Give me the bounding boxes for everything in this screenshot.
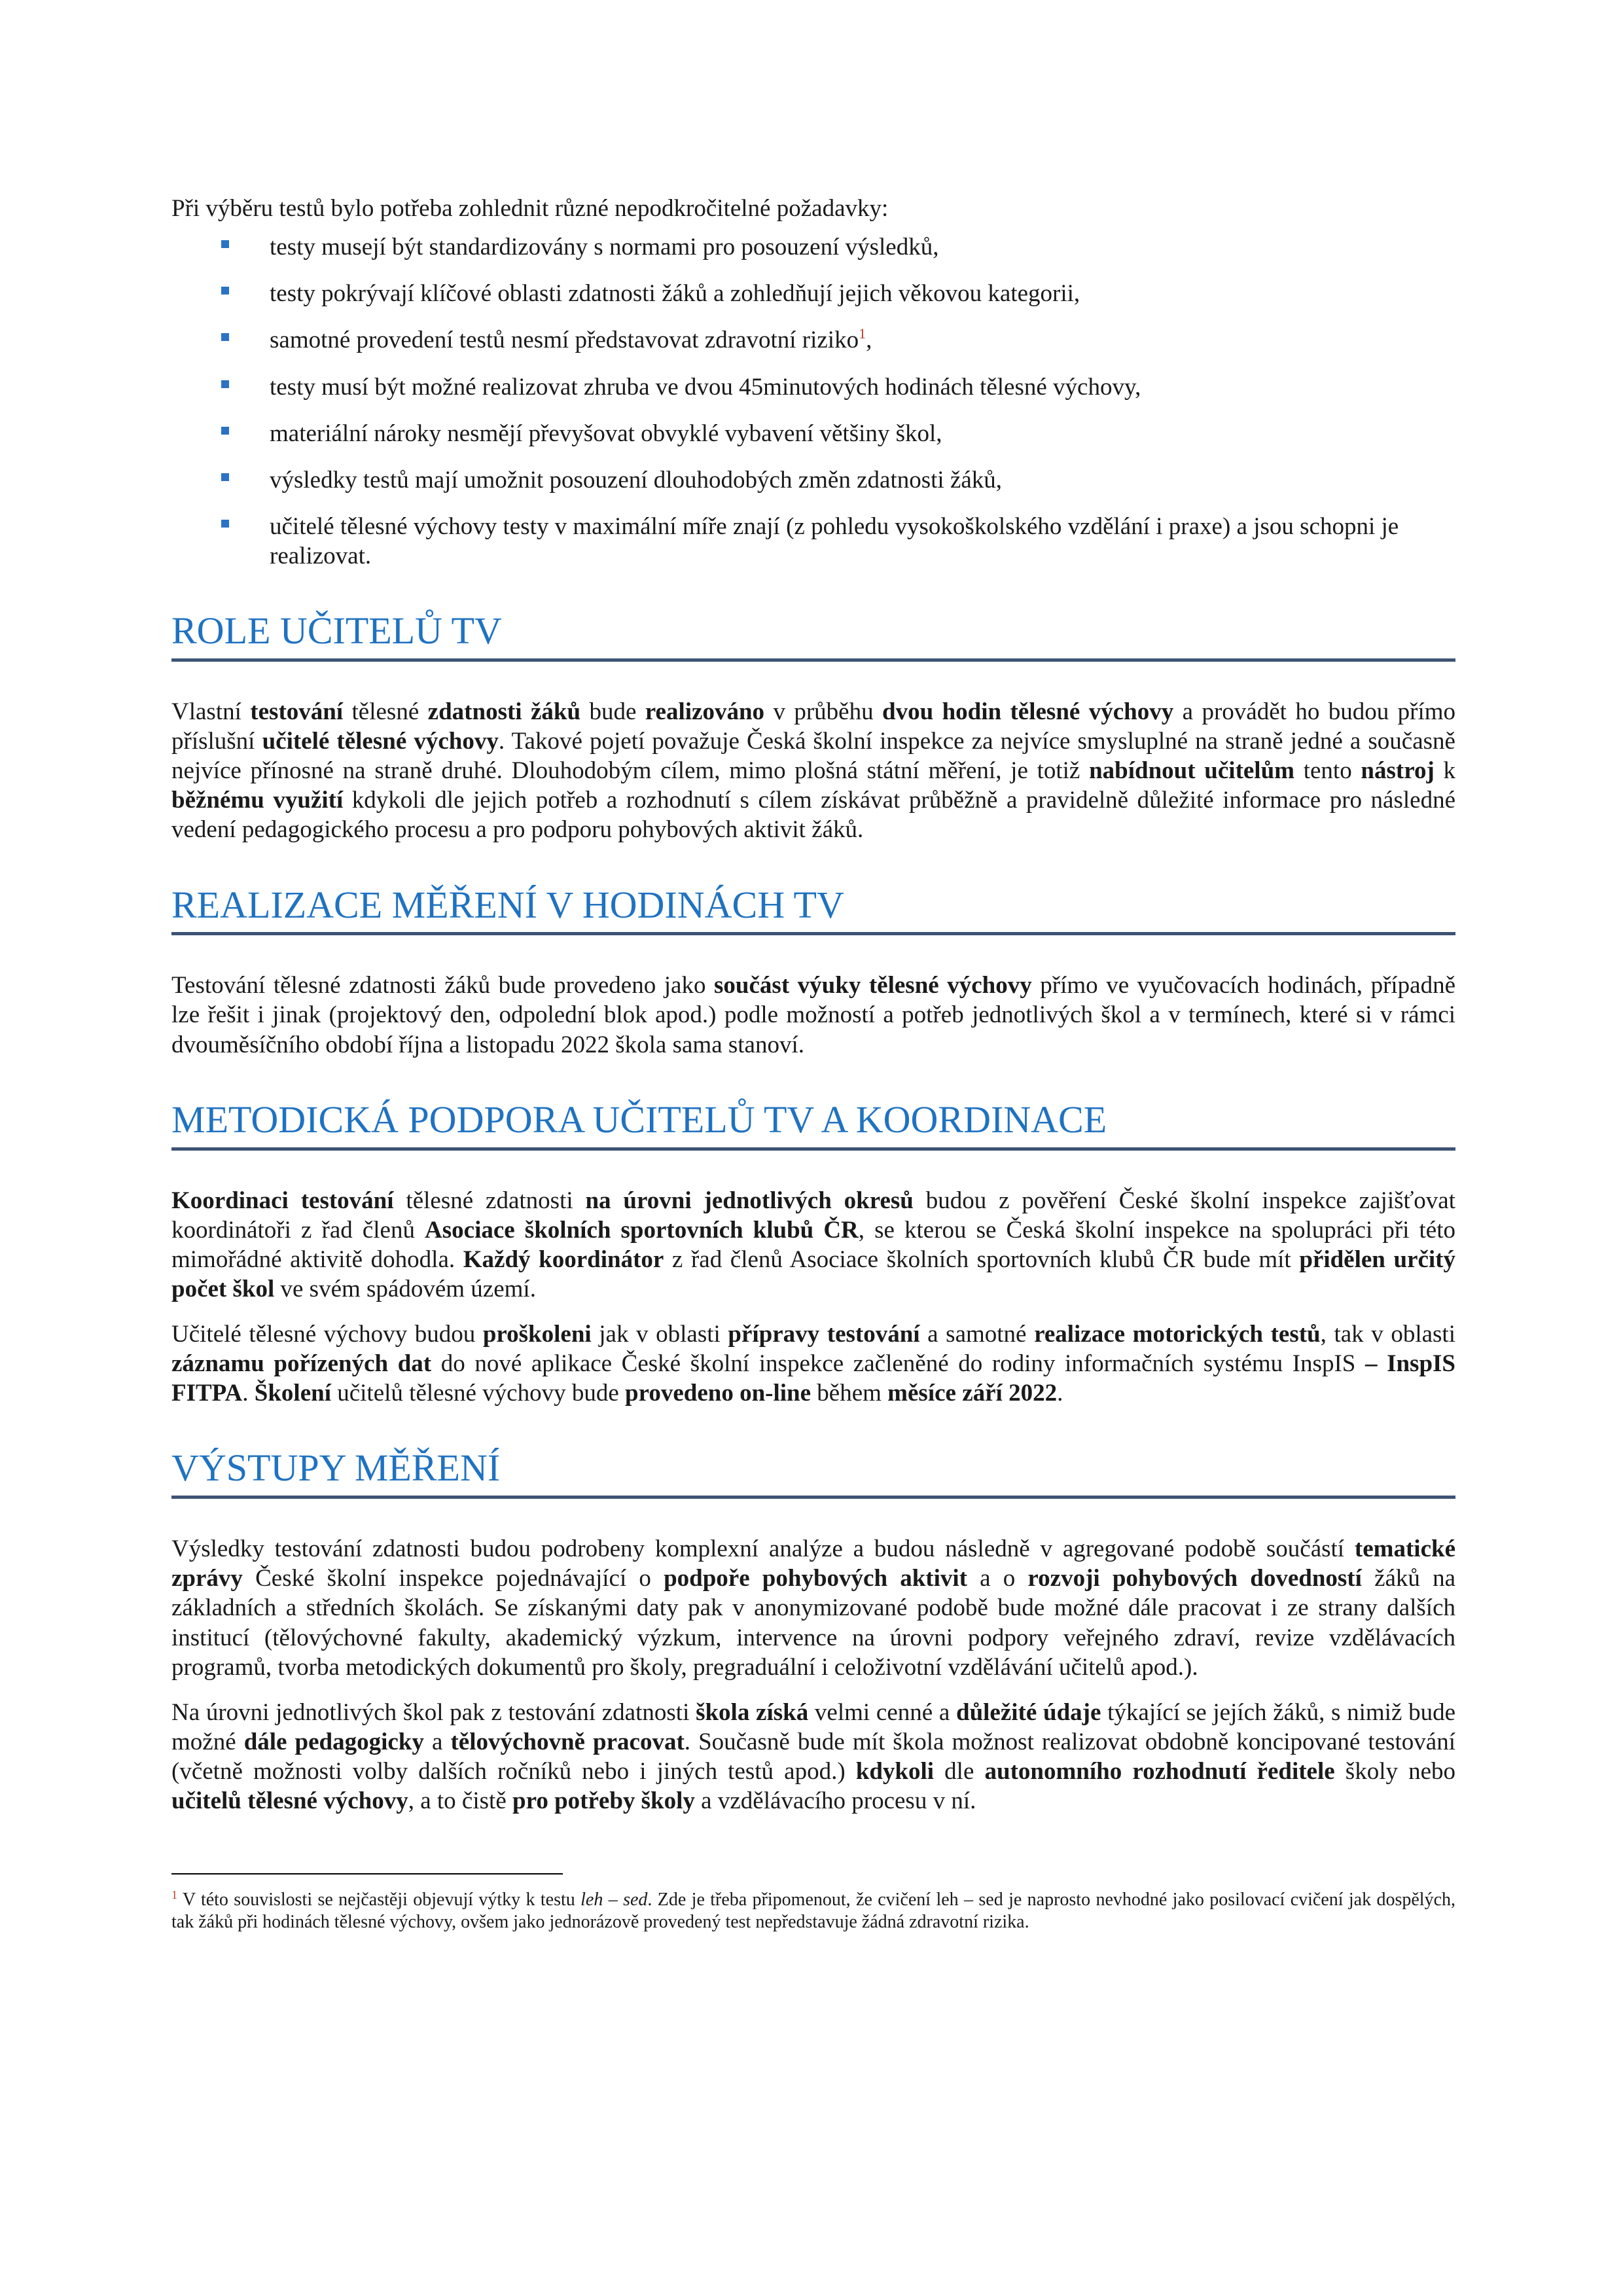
realizace-paragraph: Testování tělesné zdatnosti žáků bude provedeno jako součást výuky tělesné výchovy přímo ve vyučovacích hodinách, případně lze řešit i jinak (projektový den, odpolední blok apod.) podle možností a potřeb jednotlivých škol a v termínech, které si v rámci dvouměsíčního období října a listopadu 2022 škola sama stanoví. (171, 972, 1456, 1058)
metodicka-paragraph-1: Koordinaci testování tělesné zdatnosti na úrovni jednotlivých okresů budou z pověření České školní inspekce zajišťovat koordinátoři z řad členů Asociace školních sportovních klubů ČR, se kterou se Česká školní inspekce na spolupráci při této mimořádné aktivitě dohodla. Každý koordinátor z řad členů Asociace školních sportovních klubů ČR bude mít přidělen určitý počet škol ve svém spádovém území. (171, 1187, 1456, 1302)
document-page (171, 194, 1455, 1934)
square-bullet-icon (221, 473, 229, 481)
square-bullet-icon (221, 520, 229, 528)
list-item: testy musí být možné realizovat zhruba ve dvou 45minutových hodinách tělesné výchovy, (171, 372, 1455, 402)
square-bullet-icon (221, 333, 229, 341)
footnote-separator (171, 1873, 563, 1874)
section-heading-metodicka: METODICKÁ PODPORA UČITELŮ TV A KOORDINACE (171, 1099, 1455, 1151)
list-item: materiální nároky nesmějí převyšovat obvyklé vybavení většiny škol, (171, 419, 1455, 448)
vystupy-paragraph-2: Na úrovni jednotlivých škol pak z testování zdatnosti škola získá velmi cenné a důležité údaje týkající se jejích žáků, s nimiž bude možné dále pedagogicky a tělovýchovně pracovat. Současně bude mít škola možnost realizovat obdobně koncipované testování (včetně možnosti volby dalších ročníků nebo i jiných testů apod.) kdykoli dle autonomního rozhodnutí ředitele školy nebo učitelů tělesné výchovy, a to čistě pro potřeby školy a vzdělávacího procesu v ní. (171, 1698, 1456, 1815)
section-vystupy (171, 1534, 1455, 1816)
section-heading-realizace: REALIZACE MĚŘENÍ V HODINÁCH TV (171, 884, 1455, 936)
square-bullet-icon (221, 380, 229, 388)
intro-paragraph: Při výběru testů bylo potřeba zohlednit různé nepodkročitelné požadavky: (171, 195, 889, 222)
section-role (171, 697, 1455, 845)
metodicka-paragraph-2: Učitelé tělesné výchovy budou proškoleni jak v oblasti přípravy testování a samotné realizace motorických testů, tak v oblasti záznamu pořízených dat do nové aplikace České školní inspekce začleněné do rodiny informačních systému InspIS – InspIS FITPA. Školení učitelů tělesné výchovy bude provedeno on-line během měsíce září 2022. (171, 1321, 1455, 1407)
square-bullet-icon (221, 427, 229, 435)
footnote-reference[interactable]: 1 (859, 325, 866, 342)
section-heading-vystupy: VÝSTUPY MĚŘENÍ (171, 1447, 1455, 1499)
section-realizace (171, 971, 1455, 1059)
vystupy-paragraph-1: Výsledky testování zdatnosti budou podrobeny komplexní analýze a budou následně v agregované podobě součástí tematické zprávy České školní inspekce pojednávající o podpoře pohybových aktivit a o rozvoji pohybových dovedností žáků na základních a středních školách. Se získanými daty pak v anonymizované podobě bude možné dále pracovat i ze strany dalších institucí (tělovýchovné fakulty, akademický výzkum, intervence na úrovni podpory veřejného zdraví, revize vzdělávacích programů, tvorba metodických dokumentů pro školy, pregraduální i celoživotní vzdělávání učitelů apod.). (171, 1535, 1455, 1681)
list-item: samotné provedení testů nesmí představovat zdravotní riziko$^1$, (171, 325, 1455, 355)
square-bullet-icon (221, 287, 229, 295)
requirements-list (171, 232, 1455, 571)
role-paragraph: Vlastní testování tělesné zdatnosti žáků bude realizováno v průběhu dvou hodin tělesné výchovy a provádět ho budou přímo příslušní učitelé tělesné výchovy. Takové pojetí považuje Česká školní inspekce za nejvíce smysluplné na straně jedné a současně nejvíce přínosné na straně druhé. Dlouhodobým cílem, mimo plošná státní měření, je totiž nabídnout učitelům tento nástroj k běžnému využití kdykoli dle jejich potřeb a rozhodnutí s cílem získávat průběžně a pravidelně důležité informace pro následné vedení pedagogického procesu a pro podporu pohybových aktivit žáků. (171, 698, 1456, 844)
section-metodicka (171, 1186, 1455, 1408)
list-item: testy pokrývají klíčové oblasti zdatnosti žáků a zohledňují jejich věkovou kategorii, (171, 279, 1455, 308)
list-item: výsledky testů mají umožnit posouzení dlouhodobých změn zdatnosti žáků, (171, 465, 1455, 495)
list-item: testy musejí být standardizovány s normami pro posouzení výsledků, (171, 232, 1455, 262)
list-item: učitelé tělesné výchovy testy v maximální míře znají (z pohledu vysokoškolského vzdělání i praxe) a jsou schopni je realizovat. (171, 512, 1455, 571)
square-bullet-icon (221, 240, 229, 248)
footnote-mark: 1 (171, 1888, 177, 1902)
section-heading-role: ROLE UČITELŮ TV (171, 610, 1455, 662)
footnote: $^1$ V této souvislosti se nejčastěji objevují výtky k testu leh – sed. Zde je třeba připomenout, že cvičení leh – sed je naprosto nevhodné jako posilovací cvičení jak dospělých, tak žáků při hodinách tělesné výchovy, ovšem jako jednorázově provedený test nepředstavuje žádná zdravotní rizika. (171, 1888, 1455, 1933)
